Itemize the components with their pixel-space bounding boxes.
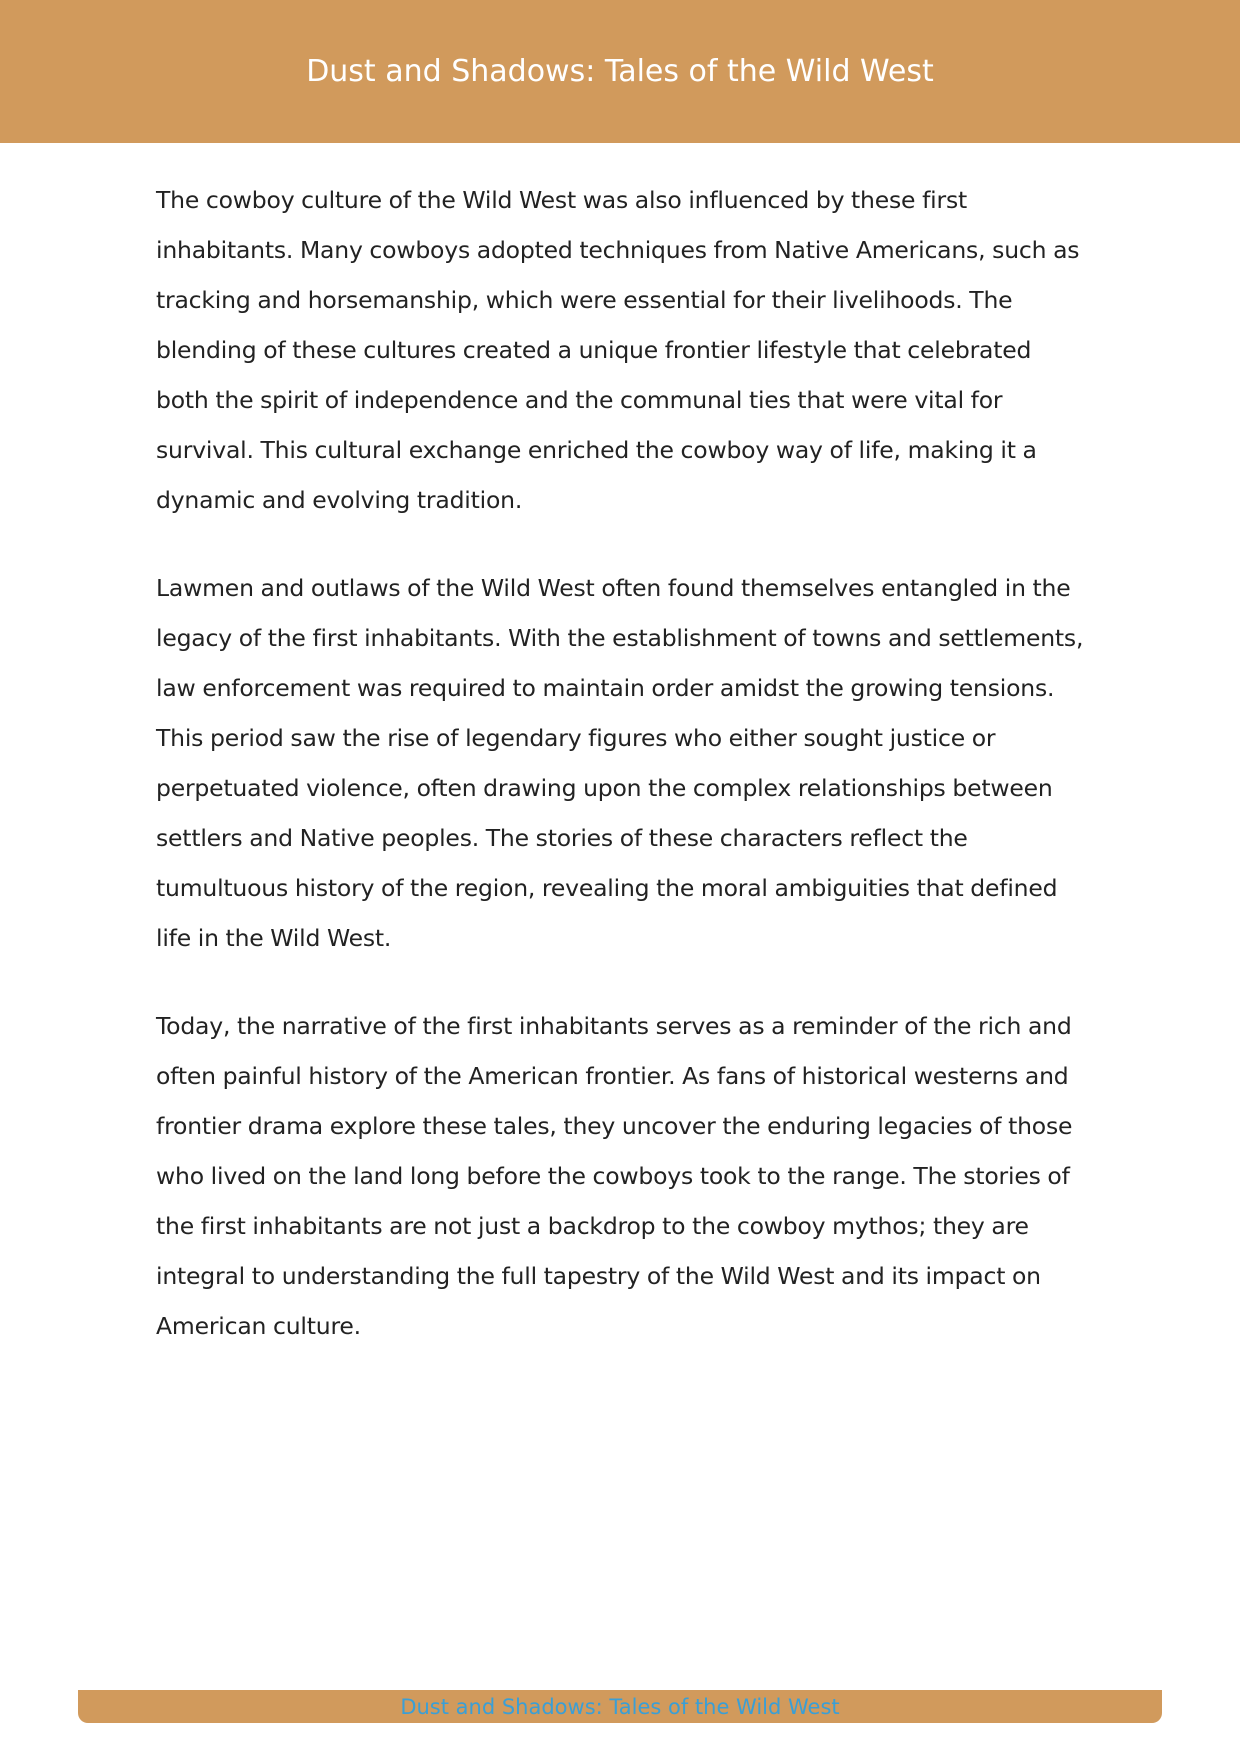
page-header	[0, 0, 1240, 143]
page-footer	[78, 1690, 1162, 1723]
body-paragraph-3: Today, the narrative of the first inhabitants serves as a reminder of the rich and often painful history of the American frontier. As fans of historical westerns and frontier drama explore these tales, they uncover the enduring legacies of those who lived on the land long before the cowboys took to the range. The stories of the first inhabitants are not just a backdrop to the cowboy mythos; they are integral to understanding the full tapestry of the Wild West and its impact on American culture.	[156, 1012, 1073, 1340]
body-paragraph-2: Lawmen and outlaws of the Wild West often found themselves entangled in the legacy of the first inhabitants. With the establishment of towns and settlements, law enforcement was required to maintain order amidst the growing tensions. This period saw the rise of legendary figures who either sought justice or perpetuated violence, often drawing upon the complex relationships between settlers and Native peoples. The stories of these characters reflect the tumultuous history of the region, revealing the moral ambiguities that defined life in the Wild West.	[156, 574, 1084, 952]
main-content	[156, 175, 1086, 1389]
page-title: Dust and Shadows: Tales of the Wild West	[306, 54, 934, 89]
footer-title: Dust and Shadows: Tales of the Wild West	[400, 1694, 840, 1719]
body-paragraph-1: The cowboy culture of the Wild West was also influenced by these first inhabitants. Many cowboys adopted techniques from Native Americans, such as tracking and horsemanship, which were essential for their livelihoods. The blending of these cultures created a unique frontier lifestyle that celebrated both the spirit of independence and the communal ties that were vital for survival. This cultural exchange enriched the cowboy way of life, making it a dynamic and evolving tradition.	[156, 186, 1080, 514]
